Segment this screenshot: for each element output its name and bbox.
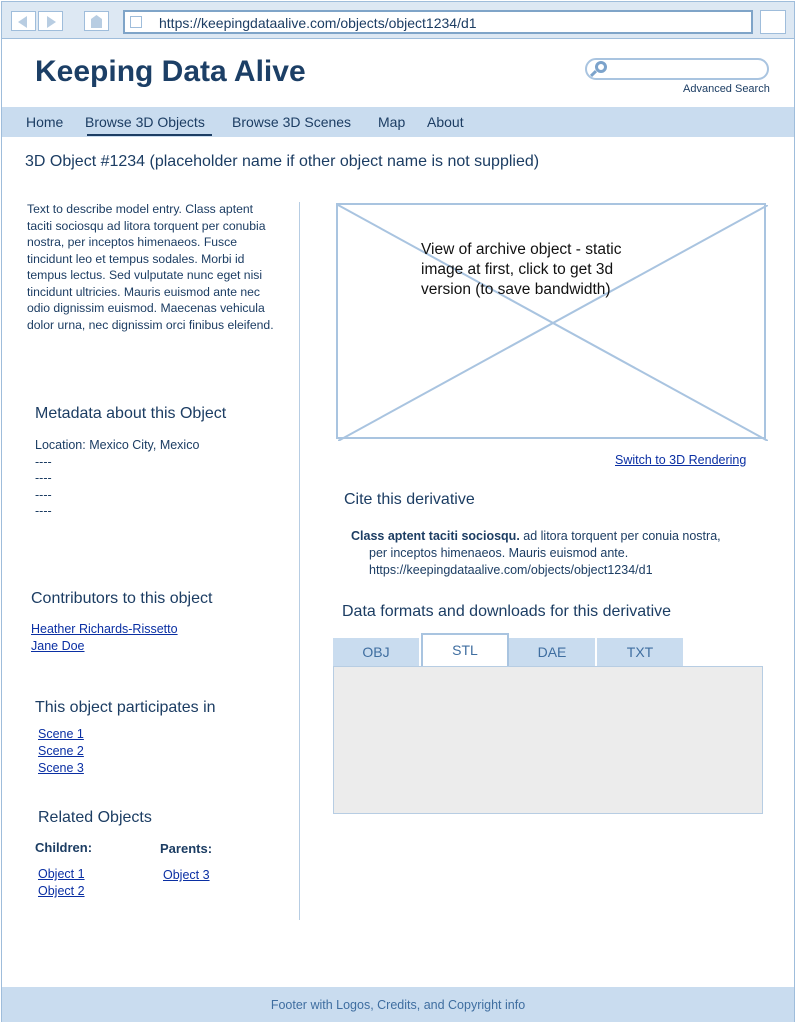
scene-link[interactable]: Scene 1	[38, 727, 84, 741]
parent-object-link[interactable]: Object 3	[163, 868, 210, 882]
forward-arrow-icon	[47, 16, 56, 28]
url-text: https://keepingdataalive.com/objects/object1234/d1	[159, 15, 477, 31]
metadata-item: ----	[35, 454, 52, 469]
child-object-link[interactable]: Object 1	[38, 867, 85, 881]
contributor-link[interactable]: Heather Richards-Rissetto	[31, 622, 178, 636]
children-label: Children:	[35, 840, 93, 855]
site-logo[interactable]: Keeping Data Alive	[35, 55, 306, 88]
related-heading: Related Objects	[38, 809, 152, 826]
advanced-search-link[interactable]: Advanced Search	[683, 83, 770, 95]
metadata-list	[35, 437, 199, 520]
switch-3d-link[interactable]: Switch to 3D Rendering	[615, 453, 747, 467]
tab-txt[interactable]: TXT	[597, 638, 683, 666]
address-bar[interactable]	[123, 10, 753, 34]
contributor-link[interactable]: Jane Doe	[31, 639, 85, 653]
object-description: Text to describe model entry. Class aptent taciti sociosqu ad litora torquent per conubia nostra, per inceptos himenaeos. Fusce tincidunt leo et tempus sodales. Morbi id tempus lectus. Sed vulputate nunc eget nisi tincidunt ultricies. Mauris euismod ante nec odio dignissim euismod. Maecenas vehicula dolor urna, nec dignissim orci finibus eleifend.	[27, 202, 274, 332]
cite-heading: Cite this derivative	[344, 491, 475, 508]
participates-heading: This object participates in	[35, 699, 216, 716]
child-object-link[interactable]: Object 2	[38, 884, 85, 898]
home-icon	[85, 12, 108, 30]
page-icon	[130, 16, 142, 28]
scene-link[interactable]: Scene 3	[38, 761, 84, 775]
citation-text: ad litora torquent per conuia nostra,	[519, 529, 721, 543]
downloads-heading: Data formats and downloads for this derivative	[342, 603, 672, 620]
search-icon-handle	[590, 70, 597, 77]
browser-menu-button[interactable]	[760, 10, 786, 34]
viewer-placeholder-text: View of archive object - static image at first, click to get 3d version (to save bandwidth)	[421, 241, 622, 298]
back-button[interactable]	[11, 11, 36, 31]
search-input[interactable]	[585, 58, 769, 80]
parents-label: Parents:	[160, 841, 213, 856]
tab-stl[interactable]: STL	[421, 633, 509, 666]
nav-home[interactable]: Home	[26, 114, 64, 130]
download-panel	[333, 666, 763, 814]
tab-obj[interactable]: OBJ	[333, 638, 419, 666]
column-divider	[299, 202, 300, 920]
nav-selected-indicator	[87, 134, 212, 136]
nav-map[interactable]: Map	[378, 114, 406, 130]
footer: Footer with Logos, Credits, and Copyright info	[2, 987, 794, 1022]
browser-toolbar	[2, 2, 794, 39]
citation	[351, 528, 761, 579]
scene-link[interactable]: Scene 2	[38, 744, 84, 758]
object-viewer[interactable]	[336, 203, 766, 439]
citation-text-2: per inceptos himenaeos. Mauris euismod ante.	[369, 546, 629, 560]
citation-bold: Class aptent taciti sociosqu.	[351, 529, 520, 543]
nav-browse-3d-objects[interactable]: Browse 3D Objects	[85, 114, 205, 130]
main-nav	[2, 107, 794, 137]
metadata-location: Location: Mexico City, Mexico	[35, 438, 200, 452]
page-title: 3D Object #1234 (placeholder name if other object name is not supplied)	[25, 153, 540, 170]
contributors-heading: Contributors to this object	[31, 590, 213, 607]
home-button[interactable]	[84, 11, 109, 31]
citation-url: https://keepingdataalive.com/objects/object1234/d1	[369, 563, 653, 577]
tab-dae[interactable]: DAE	[509, 638, 595, 666]
format-tabs	[333, 638, 763, 666]
metadata-item: ----	[35, 471, 52, 485]
metadata-item: ----	[35, 504, 52, 518]
forward-button[interactable]	[38, 11, 63, 31]
nav-browse-3d-scenes[interactable]: Browse 3D Scenes	[232, 114, 352, 130]
nav-about[interactable]: About	[427, 114, 464, 130]
metadata-item: ----	[35, 487, 52, 502]
back-arrow-icon	[18, 16, 27, 28]
metadata-heading: Metadata about this Object	[35, 405, 227, 422]
